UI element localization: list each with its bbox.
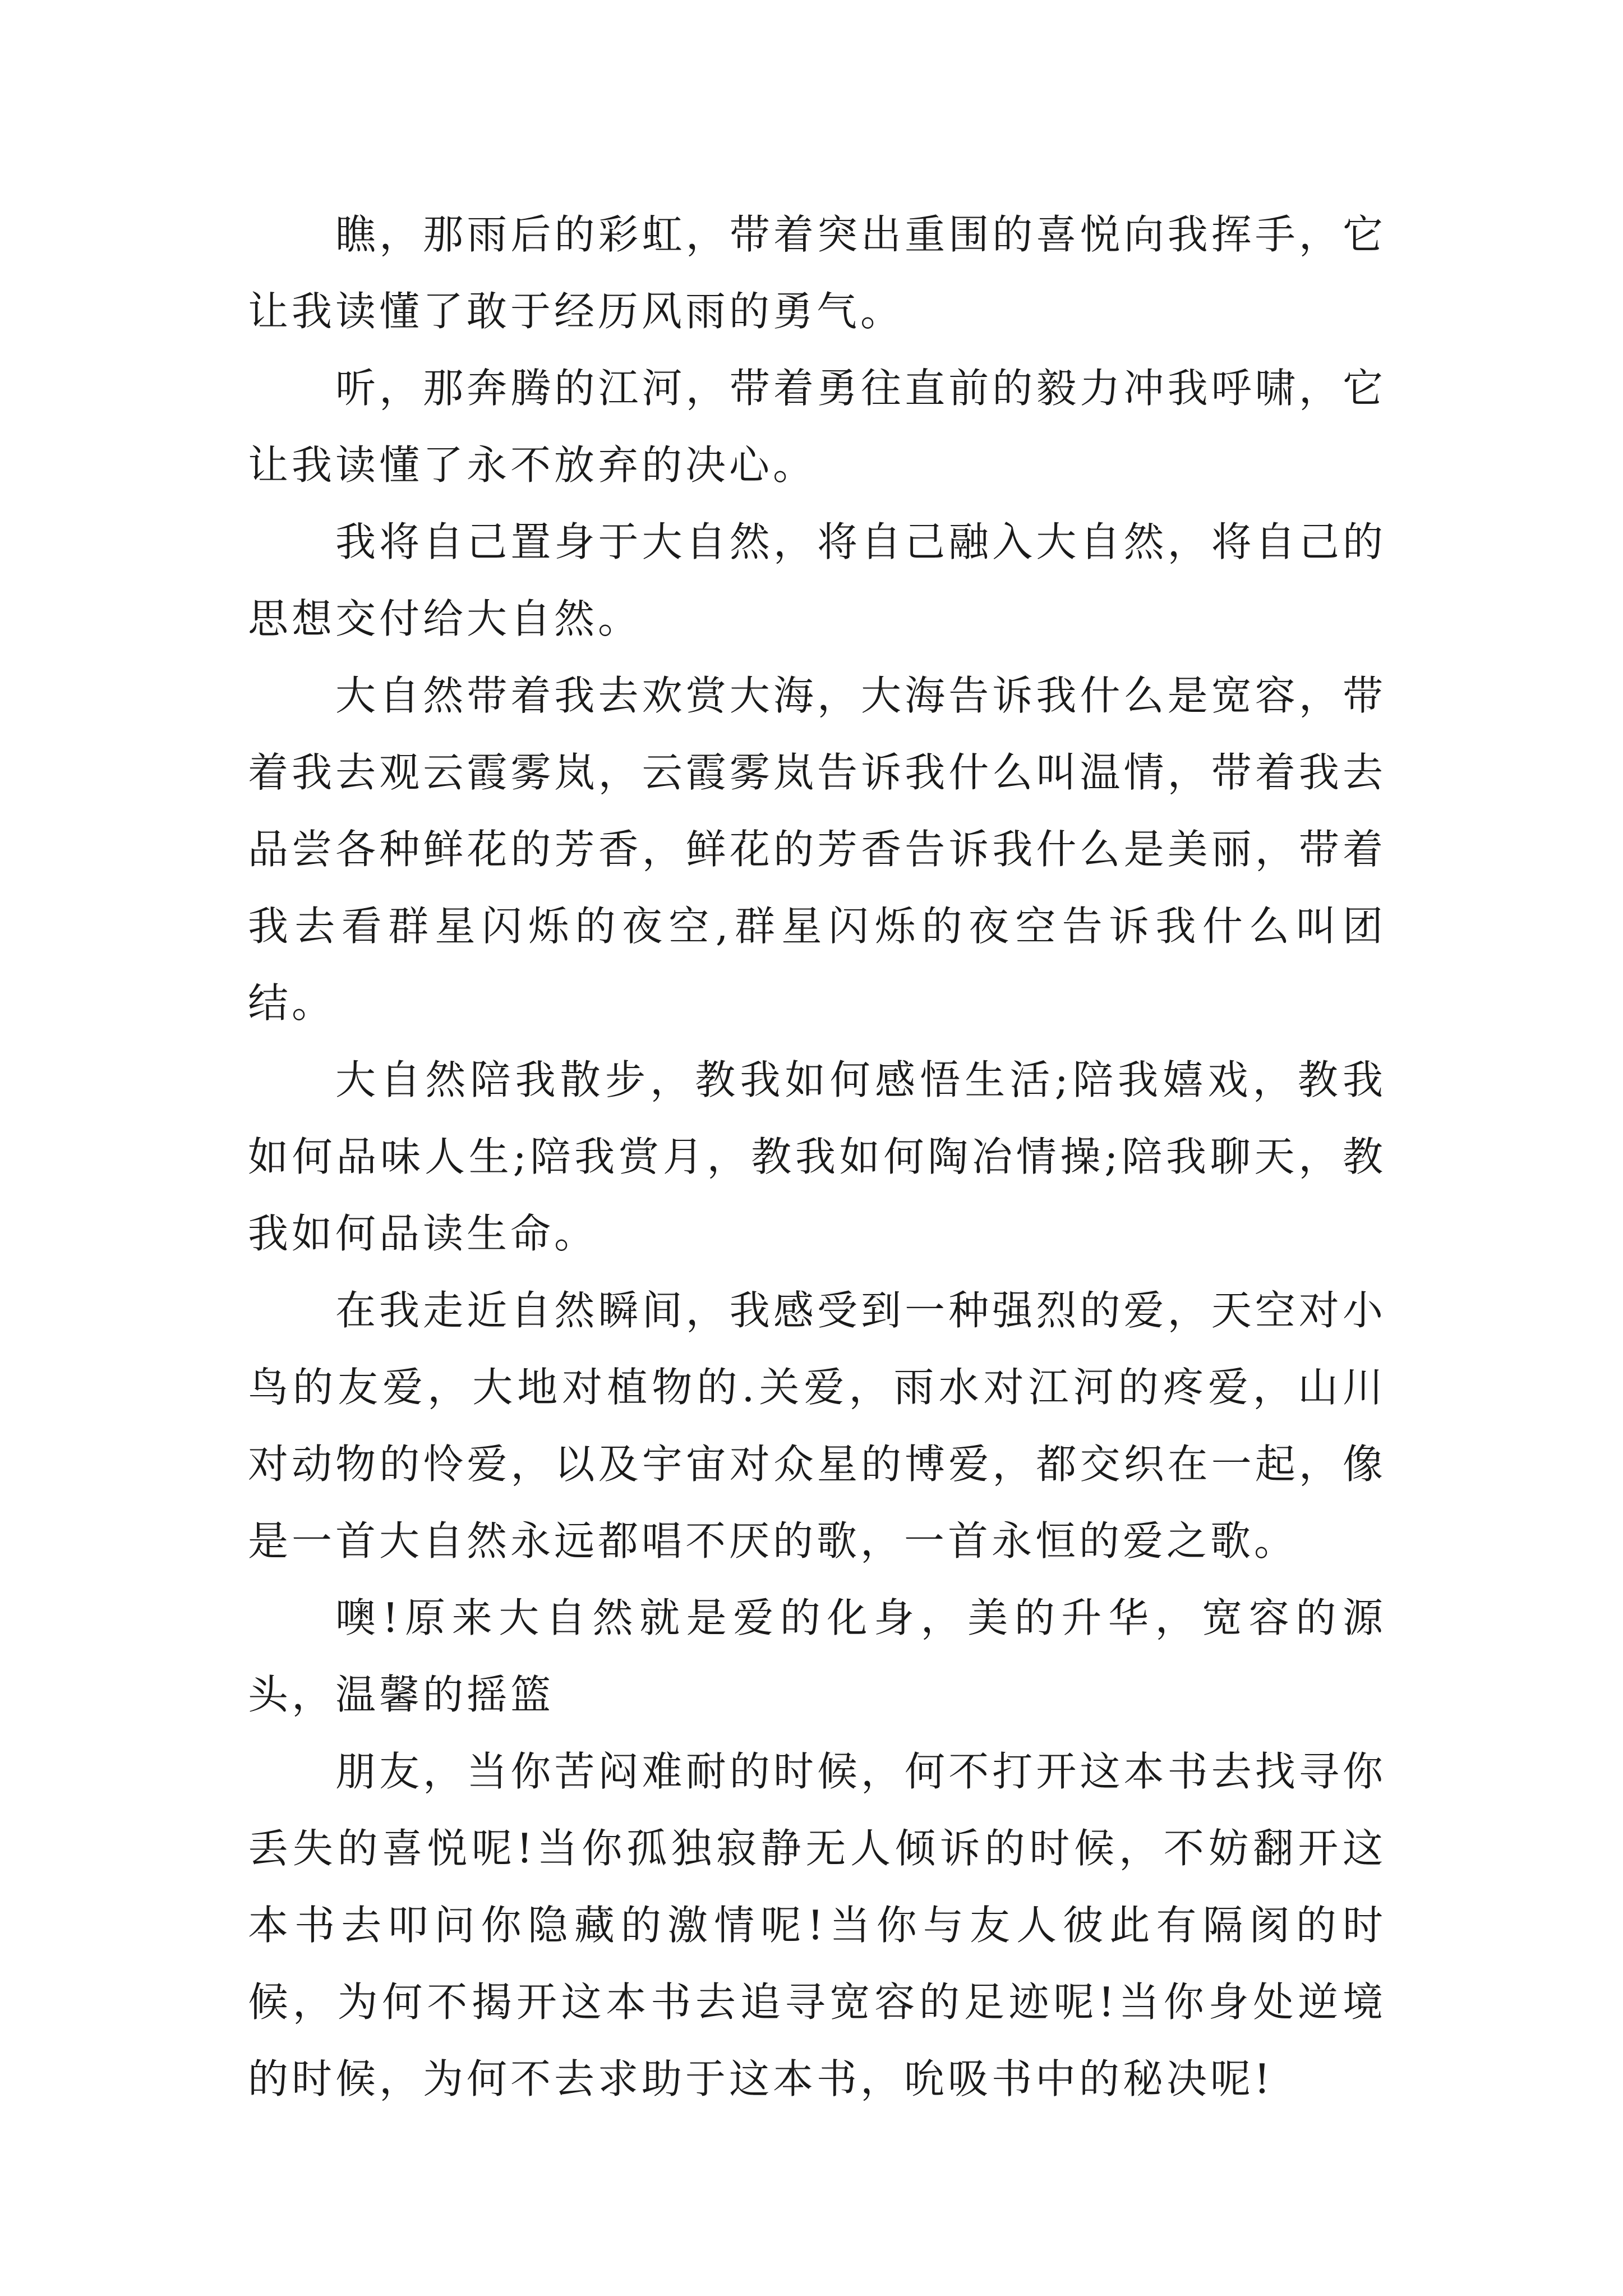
- paragraph: 我将自己置身于大自然，将自己融入大自然，将自己的思想交付给大自然。: [248, 518, 1386, 642]
- paragraph: 噢!原来大自然就是爱的化身，美的升华，宽容的源头，温馨的摇篮: [248, 1594, 1386, 1718]
- paragraph: 大自然陪我散步，教我如何感悟生活;陪我嬉戏，教我如何品味人生;陪我赏月，教我如何陶冶情操;陪我聊天，教我如何品读生命。: [248, 1056, 1386, 1257]
- paragraph: 朋友，当你苦闷难耐的时候，何不打开这本书去找寻你丢失的喜悦呢!当你孤独寂静无人倾诉的时候，不妨翻开这本书去叩问你隐藏的激情呢!当你与友人彼此有隔阂的时候，为何不揭开这本书去追寻宽容的足迹呢!当你身处逆境的时候，为何不去求助于这本书，吮吸书中的秘决呢!: [248, 1748, 1386, 2102]
- paragraph: 瞧，那雨后的彩虹，带着突出重围的喜悦向我挥手，它让我读懂了敢于经历风雨的勇气。: [248, 211, 1386, 335]
- paragraph: 在我走近自然瞬间，我感受到一种强烈的爱，天空对小鸟的友爱，大地对植物的.关爱，雨水对江河的疼爱，山川对动物的怜爱，以及宇宙对众星的博爱，都交织在一起，像是一首大自然永远都唱不厌的歌，一首永恒的爱之歌。: [248, 1287, 1386, 1565]
- document-body: [248, 196, 1386, 2118]
- paragraph: 听，那奔腾的江河，带着勇往直前的毅力冲我呼啸，它让我读懂了永不放弃的决心。: [248, 365, 1386, 489]
- paragraph: 大自然带着我去欢赏大海，大海告诉我什么是宽容，带着我去观云霞雾岚，云霞雾岚告诉我什么叫温情，带着我去品尝各种鲜花的芳香，鲜花的芳香告诉我什么是美丽，带着我去看群星闪烁的夜空,群星闪烁的夜空告诉我什么叫团结。: [248, 672, 1386, 1027]
